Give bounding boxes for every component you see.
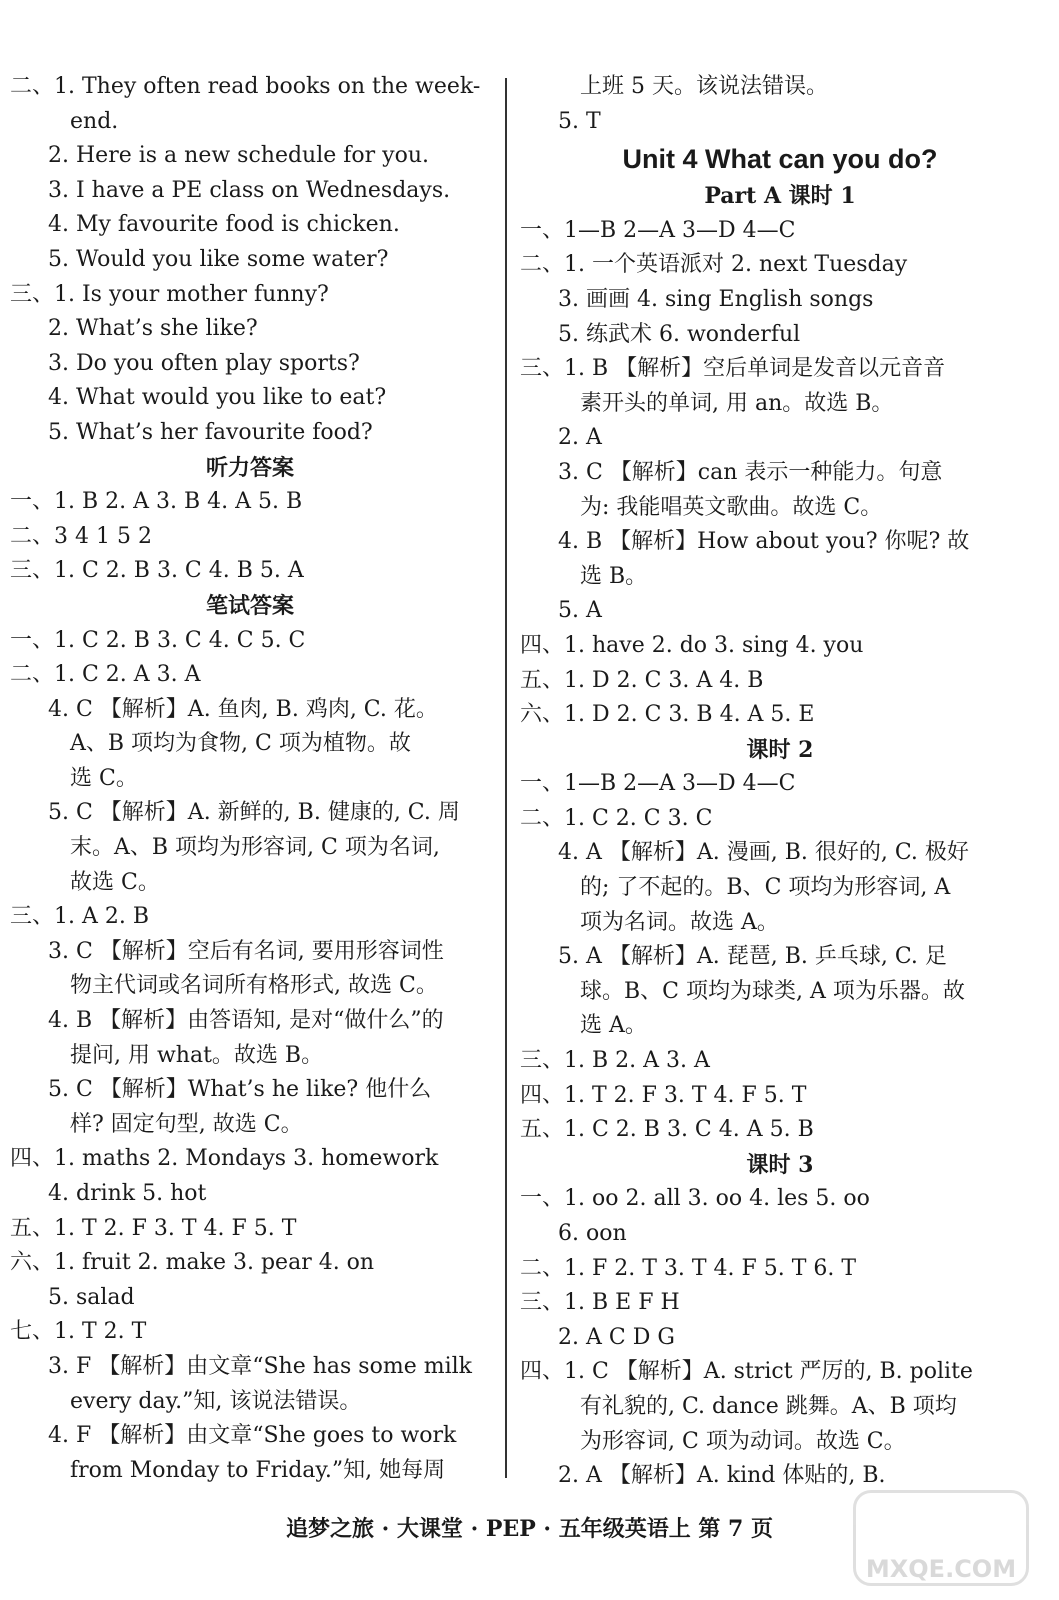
answer-line: 一、1. oo 2. all 3. oo 4. les 5. oo <box>520 1186 870 1212</box>
answer-line: 一、1. C 2. B 3. C 4. C 5. C <box>10 627 306 653</box>
answer-line: 上班 5 天。该说法错误。 <box>580 74 828 99</box>
answer-line: 4. F 【解析】由文章“She goes to work <box>48 1423 457 1449</box>
answer-line: 故选 C。 <box>70 869 160 895</box>
answer-line: 六、1. D 2. C 3. B 4. A 5. E <box>520 702 815 728</box>
answer-line: 2. What’s she like? <box>48 316 258 342</box>
answer-line: A、B 项均为食物, C 项为植物。故 <box>70 731 411 757</box>
right-column <box>520 70 1040 1494</box>
page-footer: 追梦之旅 · 大课堂 · PEP · 五年级英语上 第 7 页 <box>285 1516 774 1542</box>
answer-line: 4. B 【解析】How about you? 你呢? 故 <box>558 529 970 555</box>
answer-line: 三、1. C 2. B 3. C 4. B 5. A <box>10 558 304 584</box>
answer-line: 5. 练武术 6. wonderful <box>558 321 801 347</box>
left-column <box>10 70 490 1488</box>
answer-line: 四、1. C 【解析】A. strict 严厉的, B. polite <box>520 1359 973 1385</box>
answer-line: 一、1—B 2—A 3—D 4—C <box>520 217 796 243</box>
answer-line: 5. salad <box>48 1284 135 1310</box>
answer-line: 选 B。 <box>580 563 648 589</box>
answer-line: 四、1. have 2. do 3. sing 4. you <box>520 632 864 658</box>
answer-line: 课时 2 <box>746 736 814 763</box>
answer-line: Unit 4 What can you do? <box>622 144 938 175</box>
answer-line: 2. A C D G <box>558 1324 675 1350</box>
answer-line: 4. C 【解析】A. 鱼肉, B. 鸡肉, C. 花。 <box>48 696 438 722</box>
answer-line: Part A 课时 1 <box>704 183 856 210</box>
answer-line: 四、1. maths 2. Mondays 3. homework <box>10 1146 439 1172</box>
answer-line: 5. Would you like some water? <box>48 246 389 272</box>
answer-line: 二、1. C 2. A 3. A <box>10 662 201 688</box>
answer-line: 样? 固定句型, 故选 C。 <box>70 1111 303 1137</box>
answer-line: 3. F 【解析】由文章“She has some milk <box>48 1353 472 1379</box>
answer-line: 为: 我能唱英文歌曲。故选 C。 <box>580 494 883 520</box>
answer-line: 二、1. 一个英语派对 2. next Tuesday <box>520 252 908 278</box>
answer-line: 三、1. B E F H <box>520 1290 680 1316</box>
answer-line: 二、1. F 2. T 3. T 4. F 5. T 6. T <box>520 1255 857 1281</box>
answer-line: 课时 3 <box>746 1151 814 1178</box>
answer-line: 5. C 【解析】A. 新鲜的, B. 健康的, C. 周 <box>48 800 460 826</box>
answer-line: every day.”知, 该说法错误。 <box>70 1388 362 1414</box>
answer-line: 笔试答案 <box>205 592 294 619</box>
answer-line: 物主代词或名词所有格形式, 故选 C。 <box>70 973 438 999</box>
answer-line: end. <box>70 108 119 134</box>
answer-line: 一、1—B 2—A 3—D 4—C <box>520 771 796 797</box>
answer-line: 5. T <box>558 108 601 134</box>
answer-line: 3. Do you often play sports? <box>48 350 360 376</box>
answer-line: 七、1. T 2. T <box>10 1319 147 1345</box>
answer-line: 2. A 【解析】A. kind 体贴的, B. <box>558 1463 886 1489</box>
answer-line: 末。A、B 项均为形容词, C 项为名词, <box>70 835 440 861</box>
answer-line: 五、1. T 2. F 3. T 4. F 5. T <box>10 1215 297 1241</box>
answer-line: 一、1. B 2. A 3. B 4. A 5. B <box>10 489 303 515</box>
answer-line: 4. My favourite food is chicken. <box>48 212 400 238</box>
answer-line: 5. What’s her favourite food? <box>48 419 373 445</box>
answer-line: 4. What would you like to eat? <box>48 385 387 411</box>
answer-line: 4. A 【解析】A. 漫画, B. 很好的, C. 极好 <box>558 840 969 866</box>
answer-line: 选 C。 <box>70 765 138 791</box>
answer-line: 为形容词, C 项为动词。故选 C。 <box>580 1428 906 1454</box>
watermark-logo: MXQE.COM <box>853 1490 1029 1586</box>
answer-line: from Monday to Friday.”知, 她每周 <box>70 1457 446 1483</box>
column-divider <box>505 78 507 1478</box>
answer-line: 3. C 【解析】空后有名词, 要用形容词性 <box>48 938 444 964</box>
answer-line: 的; 了不起的。B、C 项均为形容词, A <box>580 875 951 901</box>
answer-line: 三、1. B 2. A 3. A <box>520 1048 710 1074</box>
answer-line: 三、1. A 2. B <box>10 904 150 930</box>
answer-line: 6. oon <box>558 1221 627 1246</box>
answer-line: 3. C 【解析】can 表示一种能力。句意 <box>558 459 943 485</box>
answer-line: 2. Here is a new schedule for you. <box>48 143 429 169</box>
answer-line: 3. I have a PE class on Wednesdays. <box>48 177 451 203</box>
answer-line: 2. A <box>558 425 602 451</box>
answer-line: 五、1. D 2. C 3. A 4. B <box>520 667 764 693</box>
answer-line: 二、3 4 1 5 2 <box>10 523 152 549</box>
answer-line: 选 A。 <box>580 1013 647 1039</box>
answer-line: 提问, 用 what。故选 B。 <box>70 1042 324 1068</box>
answer-line: 五、1. C 2. B 3. C 4. A 5. B <box>520 1117 814 1143</box>
answer-line: 素开头的单词, 用 an。故选 B。 <box>580 390 894 416</box>
answer-line: 项为名词。故选 A。 <box>580 909 779 935</box>
answer-line: 5. A <box>558 598 602 624</box>
answer-line: 4. drink 5. hot <box>48 1181 207 1206</box>
answer-line: 5. A 【解析】A. 琵琶, B. 乒乓球, C. 足 <box>558 944 947 970</box>
answer-line: 二、1. C 2. C 3. C <box>520 805 713 831</box>
answer-line: 3. 画画 4. sing English songs <box>558 286 874 312</box>
answer-line: 有礼貌的, C. dance 跳舞。A、B 项均 <box>580 1393 957 1419</box>
answer-line: 三、1. Is your mother funny? <box>10 281 329 307</box>
answer-line: 四、1. T 2. F 3. T 4. F 5. T <box>520 1082 807 1108</box>
answer-line: 二、1. They often read books on the week- <box>10 74 481 99</box>
answer-line: 球。B、C 项均为球类, A 项为乐器。故 <box>580 978 965 1004</box>
answer-line: 三、1. B 【解析】空后单词是发音以元音音 <box>520 356 946 382</box>
answer-line: 六、1. fruit 2. make 3. pear 4. on <box>10 1250 375 1276</box>
answer-line: 4. B 【解析】由答语知, 是对“做什么”的 <box>48 1008 444 1034</box>
answer-line: 听力答案 <box>205 454 294 481</box>
answer-line: 5. C 【解析】What’s he like? 他什么 <box>48 1077 432 1103</box>
